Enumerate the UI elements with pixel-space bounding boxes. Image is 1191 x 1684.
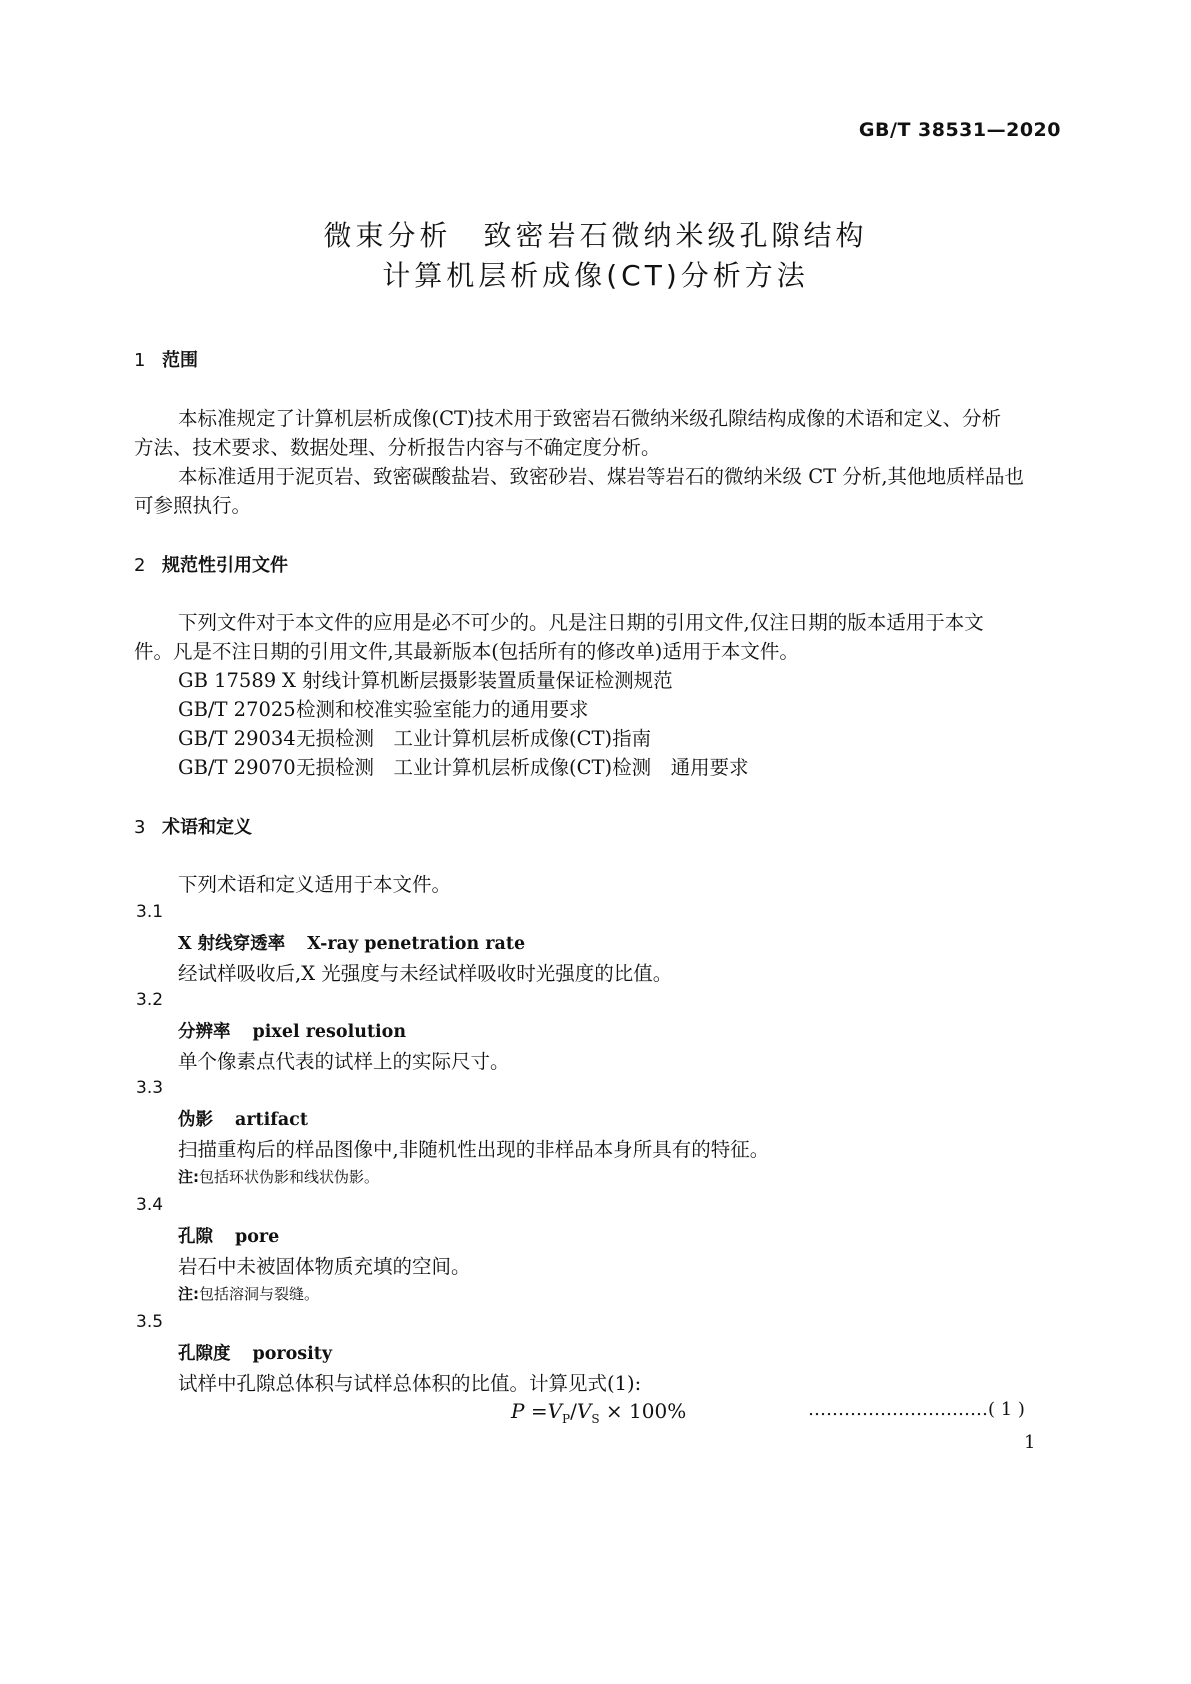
formula-vs-sub: S — [591, 1412, 600, 1426]
term-number: 3.3 — [136, 1078, 164, 1098]
reference-item — [178, 665, 673, 693]
reference-code: GB/T 29070 — [178, 756, 296, 779]
term-definition: 试样中孔隙总体积与试样总体积的比值。计算见式(1): — [178, 1372, 642, 1395]
normative-intro-line2: 件。凡是不注日期的引用文件,其最新版本(包括所有的修改单)适用于本文件。 — [134, 640, 799, 663]
note-label: 注: — [178, 1285, 199, 1303]
term-zh: X 射线穿透率 — [178, 934, 286, 954]
term-number: 3.1 — [136, 902, 164, 922]
scope-paragraph-2-line2: 可参照执行。 — [134, 494, 252, 517]
reference-item — [178, 723, 651, 751]
formula-vp-sub: P — [562, 1412, 571, 1426]
term-heading — [178, 1340, 332, 1365]
section-heading-normative-references — [134, 551, 288, 577]
term-en: artifact — [235, 1110, 308, 1130]
section-heading-terms — [134, 813, 252, 839]
reference-title: 检测和校准实验室能力的通用要求 — [296, 698, 589, 721]
formula-equals: = — [524, 1399, 548, 1423]
document-title-line2: 计算机层析成像(CT)分析方法 — [382, 259, 809, 292]
reference-code: GB/T 27025 — [178, 698, 296, 721]
term-en: pore — [235, 1227, 280, 1247]
term-number: 3.2 — [136, 990, 164, 1010]
term-heading — [178, 1223, 279, 1248]
formula-lhs: P — [511, 1399, 525, 1423]
formula-number: ( 1 ) — [988, 1399, 1025, 1420]
scope-paragraph-2-line1: 本标准适用于泥页岩、致密碳酸盐岩、致密砂岩、煤岩等岩石的微纳米级 CT 分析,其他地质样品也 — [178, 465, 1025, 488]
section-number: 1 — [134, 350, 146, 371]
term-zh: 分辨率 — [178, 1022, 231, 1042]
reference-item — [178, 752, 749, 780]
section-number: 3 — [134, 817, 146, 838]
porosity-formula — [511, 1399, 686, 1426]
reference-item — [178, 694, 589, 722]
reference-code: GB 17589 — [178, 669, 277, 692]
term-en: X-ray penetration rate — [307, 934, 526, 954]
section-title: 范围 — [162, 350, 198, 371]
note-text: 包括环状伪影和线状伪影。 — [199, 1168, 380, 1186]
normative-intro-line1: 下列文件对于本文件的应用是必不可少的。凡是注日期的引用文件,仅注日期的版本适用于本文 — [178, 611, 984, 634]
term-en: pixel resolution — [252, 1022, 407, 1042]
formula-vs: V — [576, 1399, 592, 1423]
term-number: 3.4 — [136, 1195, 164, 1215]
formula-vp: V — [547, 1399, 563, 1423]
term-heading — [178, 930, 525, 955]
term-note — [178, 1283, 319, 1304]
term-definition: 岩石中未被固体物质充填的空间。 — [178, 1255, 471, 1278]
term-heading — [178, 1018, 406, 1043]
reference-title: 无损检测 工业计算机层析成像(CT)检测 通用要求 — [296, 756, 749, 779]
term-note — [178, 1166, 379, 1187]
formula-leader-dots: ………………………… — [808, 1399, 988, 1420]
reference-title: X 射线计算机断层摄影装置质量保证检测规范 — [282, 669, 673, 692]
term-zh: 孔隙 — [178, 1227, 213, 1247]
section-heading-scope — [134, 346, 198, 372]
reference-title: 无损检测 工业计算机层析成像(CT)指南 — [296, 727, 652, 750]
term-definition: 扫描重构后的样品图像中,非随机性出现的非样品本身所具有的特征。 — [178, 1138, 770, 1161]
note-label: 注: — [178, 1168, 199, 1186]
page-number: 1 — [1024, 1432, 1036, 1453]
standard-number: GB/T 38531—2020 — [858, 119, 1061, 141]
term-heading — [178, 1106, 308, 1131]
term-definition: 经试样吸收后,X 光强度与未经试样吸收时光强度的比值。 — [178, 962, 673, 985]
formula-slash: / — [570, 1399, 577, 1423]
term-en: porosity — [252, 1344, 333, 1364]
formula-label-line — [808, 1399, 1025, 1420]
document-title-line1: 微束分析 致密岩石微纳米级孔隙结构 — [323, 219, 868, 252]
term-zh: 伪影 — [178, 1110, 213, 1130]
terms-intro: 下列术语和定义适用于本文件。 — [178, 873, 452, 896]
scope-paragraph-1-line1: 本标准规定了计算机层析成像(CT)技术用于致密岩石微纳米级孔隙结构成像的术语和定义、分析 — [178, 407, 1002, 430]
section-title: 术语和定义 — [162, 817, 252, 838]
term-definition: 单个像素点代表的试样上的实际尺寸。 — [178, 1050, 510, 1073]
term-zh: 孔隙度 — [178, 1344, 231, 1364]
section-title: 规范性引用文件 — [162, 555, 288, 576]
formula-tail: × 100% — [599, 1399, 687, 1423]
note-text: 包括溶洞与裂缝。 — [199, 1285, 320, 1303]
section-number: 2 — [134, 555, 146, 576]
term-number: 3.5 — [136, 1312, 164, 1332]
reference-code: GB/T 29034 — [178, 727, 296, 750]
scope-paragraph-1-line2: 方法、技术要求、数据处理、分析报告内容与不确定度分析。 — [134, 436, 661, 459]
